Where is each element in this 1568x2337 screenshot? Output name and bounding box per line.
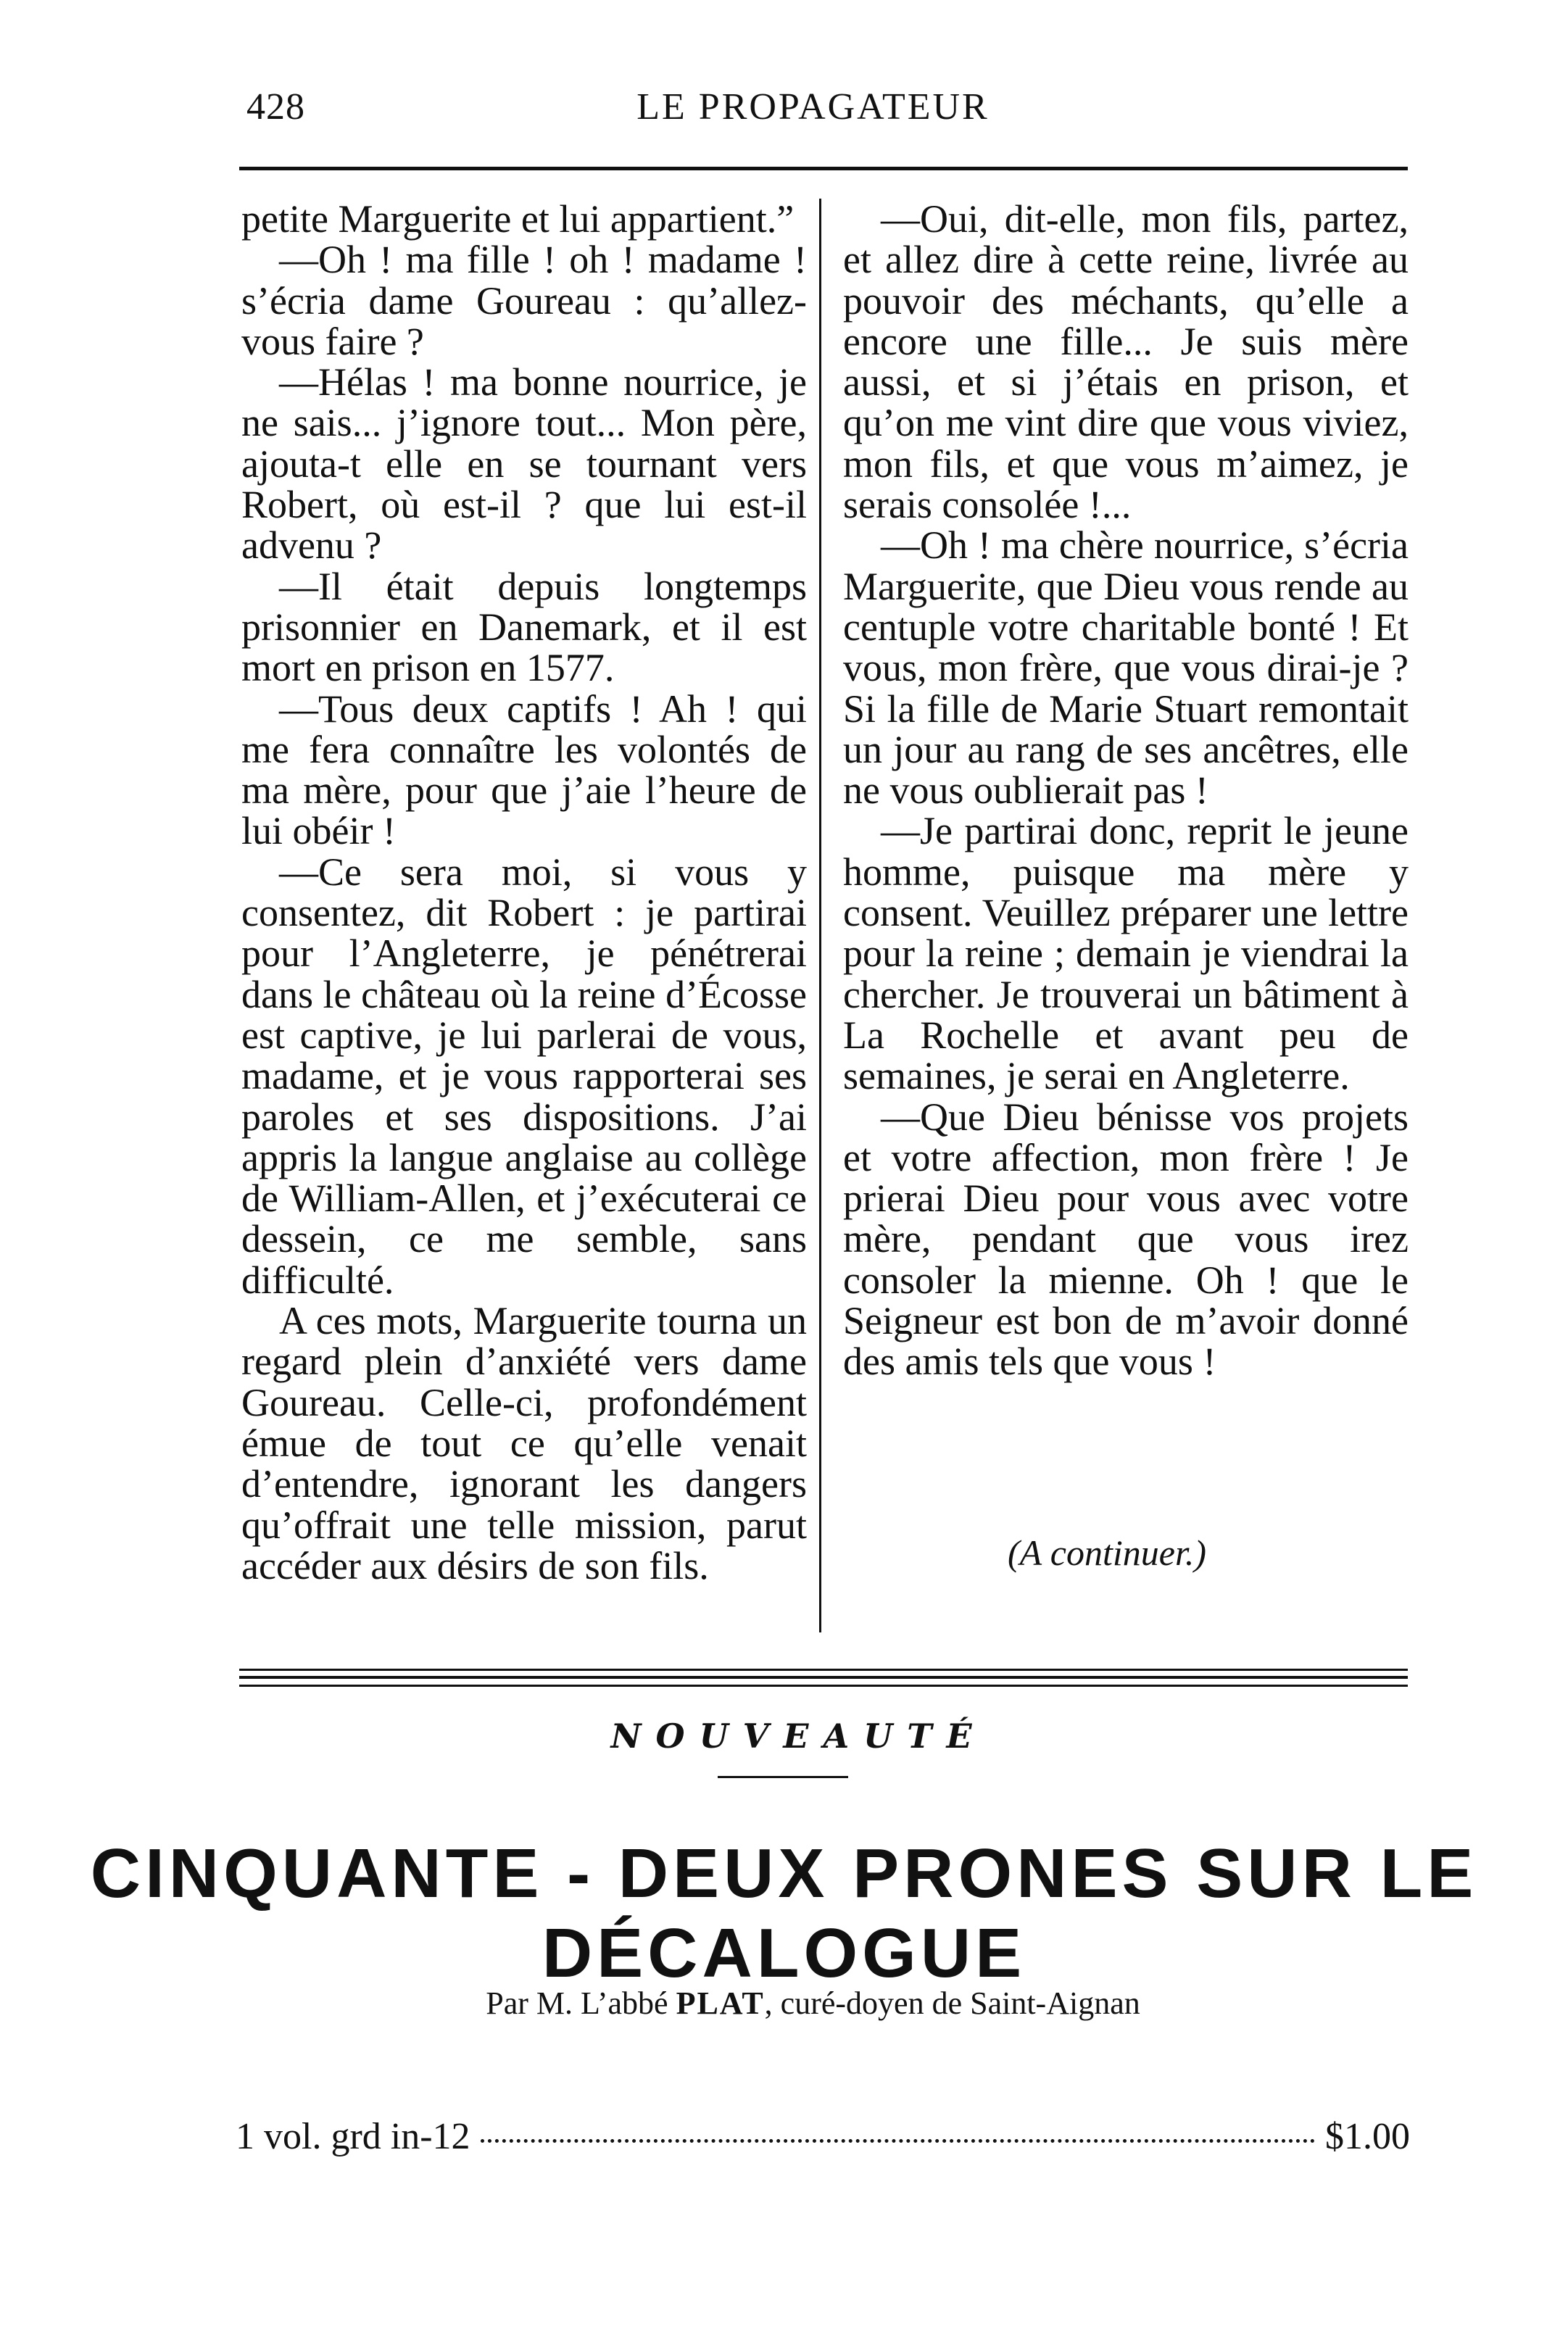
paragraph: petite Marguerite et lui appartient.”	[241, 197, 795, 241]
column-divider	[819, 199, 821, 1632]
notice-heading: NOUVEAUTÉ	[610, 1717, 987, 1756]
author-suffix: , curé-doyen de Saint-Aignan	[764, 1985, 1140, 2021]
paragraph: —Oui, dit-elle, mon fils, partez, et allez dire à cette reine, livrée au pouvoir des méchants, qu’elle a encore une fille... Je suis mère aussi, et si j’étais en prison, et qu’on me vint dire que vous viviez, mon fils, et que vous m’aimez, je serais consolée !...	[843, 197, 1409, 527]
right-column	[843, 199, 1409, 1382]
paragraph: —Tous deux captifs ! Ah ! qui me fera connaître les volontés de ma mère, pour que j’aie l’heure de lui obéir !	[241, 686, 807, 853]
book-author	[0, 1985, 1568, 2022]
paragraph: —Que Dieu bénisse vos projets et votre affection, mon frère ! Je prierai Dieu pour vous avec votre mère, pendant que vous irez consoler la mienne. Oh ! que le Seigneur est bon de m’avoir donné des amis tels que vous !	[843, 1095, 1409, 1384]
continuation-note: (A continuer.)	[1008, 1532, 1207, 1573]
item-description: 1 vol. grd in-12	[236, 2116, 470, 2157]
paragraph: —Hélas ! ma bonne nourrice, je ne sais... j’ignore tout... Mon père, ajouta-t elle en se tournant vers Robert, où est-il ? que lui est-il advenu ?	[241, 360, 807, 568]
paragraph: —Je partirai donc, reprit le jeune homme, puisque ma mère y consent. Veuillez préparer une lettre pour la reine ; demain je viendrai la chercher. Je trouverai un bâtiment à La Rochelle et avant peu de semaines, je serai en Angleterre.	[843, 809, 1409, 1098]
footer-rule-bottom	[239, 1685, 1408, 1687]
page-number: 428	[246, 86, 305, 128]
author-prefix: Par M. L’abbé	[486, 1985, 676, 2021]
dot-leader	[481, 2139, 1315, 2143]
paragraph: —Ce sera moi, si vous y consentez, dit Robert : je partirai pour l’Angleterre, je pénétrerai dans le château où la reine d’Écosse est captive, je lui parlerai de vous, madame, et je vous rapporterai ses paroles et ses dispositions. J’ai appris la langue anglaise au collège de William-Allen, et j’exécuterai ce dessein, ce me semble, sans difficulté.	[241, 850, 807, 1302]
paragraph: —Oh ! ma chère nourrice, s’écria Marguerite, que Dieu vous rende au centuple votre charitable bonté ! Et vous, mon frère, que vous dirai-je ? Si la fille de Marie Stuart remontait un jour au rang de ses ancêtres, elle ne vous oublierait pas !	[843, 523, 1409, 813]
book-title: CINQUANTE - DEUX PRONES SUR LE DÉCALOGUE	[90, 1835, 1478, 1992]
running-title: LE PROPAGATEUR	[636, 86, 990, 128]
paragraph: —Il était depuis longtemps prisonnier en Danemark, et il est mort en prison en 1577.	[241, 564, 807, 690]
paragraph: A ces mots, Marguerite tourna un regard plein d’anxiété vers dame Goureau. Celle-ci, profondément émue de tout ce qu’elle venait d’entendre, ignorant les dangers qu’offrait une telle mission, parut accéder aux désirs de son fils.	[241, 1299, 807, 1587]
paragraph: —Oh ! ma fille ! oh ! madame ! s’écria dame Goureau : qu’allez-vous faire ?	[241, 238, 807, 363]
price-line	[236, 2115, 1410, 2158]
left-column	[241, 199, 807, 1586]
footer-rule-middle	[239, 1676, 1408, 1679]
author-name: PLAT	[676, 1985, 765, 2021]
item-price: $1.00	[1325, 2116, 1410, 2157]
footer-rule-top	[239, 1669, 1408, 1671]
header-rule	[239, 167, 1408, 170]
notice-divider	[718, 1776, 848, 1778]
